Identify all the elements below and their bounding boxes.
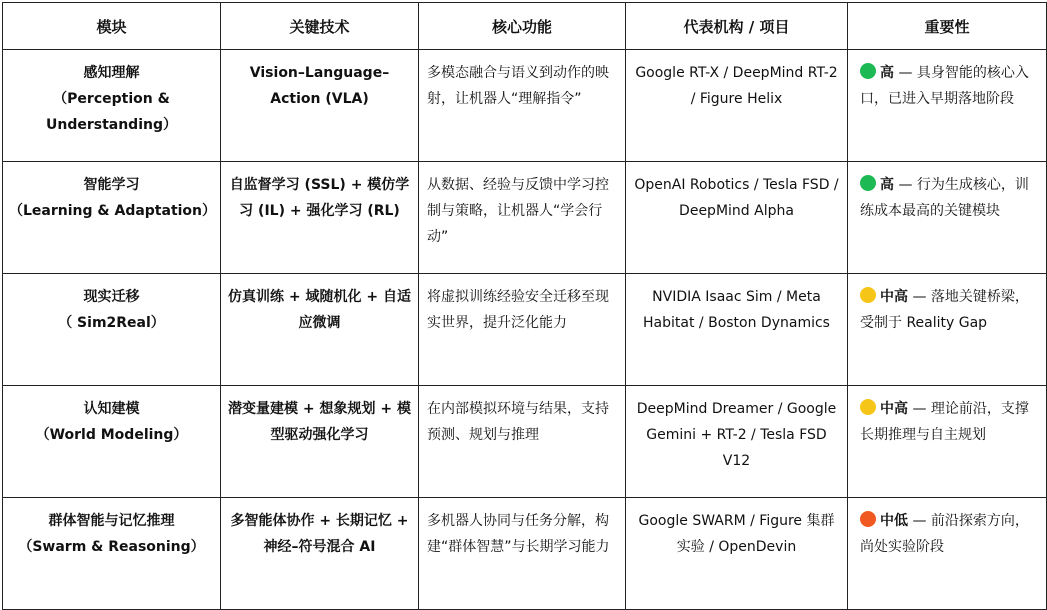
module-english-name: （Swarm & Reasoning）	[18, 539, 205, 555]
function-cell: 多模态融合与语义到动作的映射，让机器人“理解指令”	[419, 50, 626, 162]
header-tech: 关键技术	[221, 3, 419, 50]
importance-text: — 具身智能的核心入口，已进入早期落地阶段	[860, 65, 1029, 107]
module-name: 认知建模	[83, 401, 140, 417]
importance-level: 中高	[880, 289, 908, 305]
tech-cell: 潜变量建模 + 想象规划 + 模型驱动强化学习	[221, 386, 419, 498]
function-cell: 将虚拟训练经验安全迁移至现实世界，提升泛化能力	[419, 274, 626, 386]
status-dot-icon	[860, 287, 876, 303]
tech-cell: 多智能体协作 + 长期记忆 + 神经–符号混合 AI	[221, 498, 419, 610]
module-name: 智能学习	[83, 177, 140, 193]
header-row	[3, 3, 1047, 50]
status-dot-icon	[860, 399, 876, 415]
header-function: 核心功能	[419, 3, 626, 50]
module-cell	[3, 274, 221, 386]
importance-cell	[848, 498, 1047, 610]
overview-table	[2, 2, 1047, 610]
orgs-cell: Google SWARM / Figure 集群实验 / OpenDevin	[626, 498, 848, 610]
module-name: 现实迁移	[83, 289, 140, 305]
orgs-cell: DeepMind Dreamer / Google Gemini + RT-2 / Tesla FSD V12	[626, 386, 848, 498]
module-english-name: （Perception & Understanding）	[45, 91, 177, 133]
orgs-cell: NVIDIA Isaac Sim / Meta Habitat / Boston Dynamics	[626, 274, 848, 386]
module-english-name: （Learning & Adaptation）	[9, 203, 217, 219]
function-cell: 多机器人协同与任务分解，构建“群体智慧”与长期学习能力	[419, 498, 626, 610]
importance-cell	[848, 386, 1047, 498]
status-dot-icon	[860, 511, 876, 527]
module-name: 群体智能与记忆推理	[48, 513, 175, 529]
table-row	[3, 274, 1047, 386]
importance-cell	[848, 274, 1047, 386]
header-module: 模块	[3, 3, 221, 50]
tech-cell: Vision–Language–Action (VLA)	[221, 50, 419, 162]
header-importance: 重要性	[848, 3, 1047, 50]
importance-level: 中高	[880, 401, 908, 417]
importance-text: — 行为生成核心，训练成本最高的关键模块	[860, 177, 1029, 219]
status-dot-icon	[860, 63, 876, 79]
module-cell	[3, 498, 221, 610]
module-english-name: （ Sim2Real）	[58, 315, 165, 331]
module-english-name: （World Modeling）	[35, 427, 188, 443]
tech-cell: 仿真训练 + 域随机化 + 自适应微调	[221, 274, 419, 386]
table-row	[3, 50, 1047, 162]
importance-text: — 落地关键桥梁，受制于 Reality Gap	[860, 289, 1029, 331]
function-cell: 从数据、经验与反馈中学习控制与策略，让机器人“学会行动”	[419, 162, 626, 274]
importance-cell	[848, 50, 1047, 162]
header-orgs: 代表机构 / 项目	[626, 3, 848, 50]
tech-cell: 自监督学习 (SSL) + 模仿学习 (IL) + 强化学习 (RL)	[221, 162, 419, 274]
importance-text: — 前沿探索方向，尚处实验阶段	[860, 513, 1029, 555]
importance-cell	[848, 162, 1047, 274]
function-cell: 在内部模拟环境与结果，支持预测、规划与推理	[419, 386, 626, 498]
table-row	[3, 386, 1047, 498]
module-name: 感知理解	[83, 65, 140, 81]
status-dot-icon	[860, 175, 876, 191]
module-cell	[3, 50, 221, 162]
importance-level: 高	[880, 177, 894, 193]
importance-level: 中低	[880, 513, 908, 529]
importance-text: — 理论前沿，支撑长期推理与自主规划	[860, 401, 1029, 443]
module-cell	[3, 162, 221, 274]
table-row	[3, 498, 1047, 610]
orgs-cell: OpenAI Robotics / Tesla FSD / DeepMind Alpha	[626, 162, 848, 274]
module-cell	[3, 386, 221, 498]
table-row	[3, 162, 1047, 274]
importance-level: 高	[880, 65, 894, 81]
orgs-cell: Google RT-X / DeepMind RT-2 / Figure Helix	[626, 50, 848, 162]
